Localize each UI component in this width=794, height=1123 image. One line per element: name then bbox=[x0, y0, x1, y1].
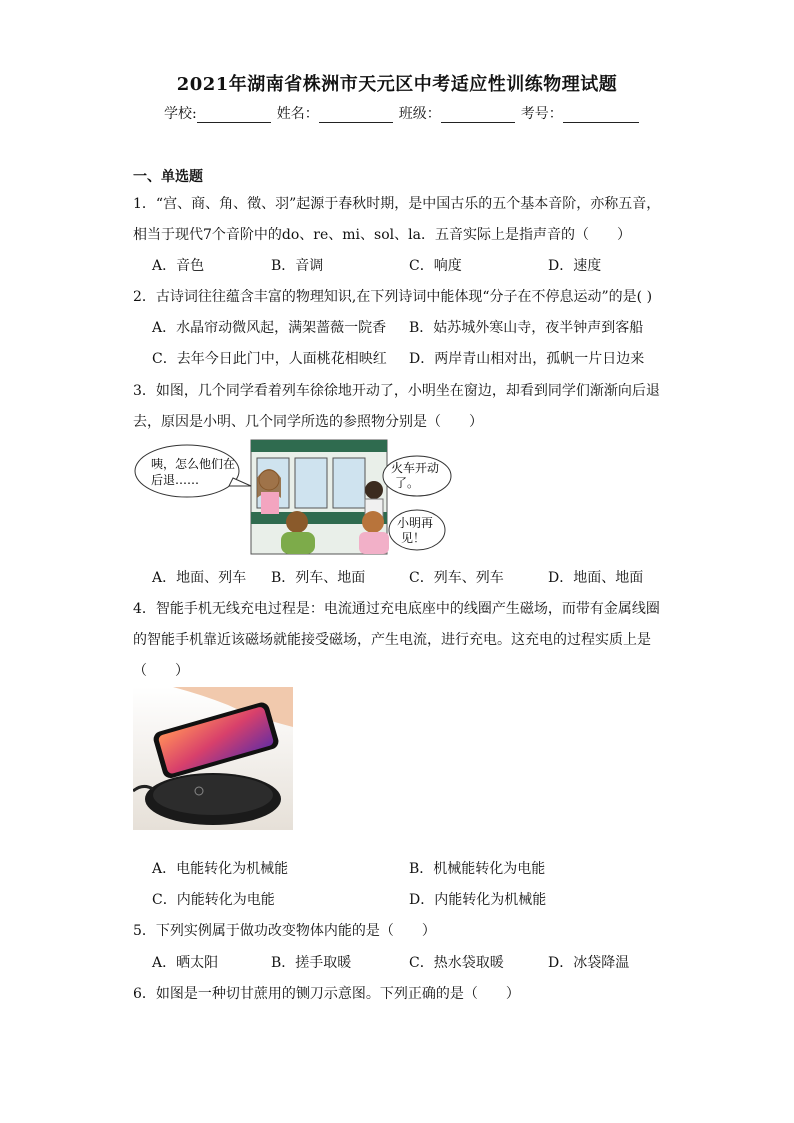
q2-option-b: B．姑苏城外寒山寺，夜半钟声到客船 bbox=[409, 320, 644, 336]
q5-option-b: B．搓手取暖 bbox=[271, 955, 352, 971]
bubble-right-bottom-text-2: 见！ bbox=[401, 531, 426, 545]
q5-option-c: C．热水袋取暖 bbox=[409, 955, 504, 971]
school-blank bbox=[197, 108, 271, 123]
q2-option-d: D．两岸青山相对出，孤帆一片日边来 bbox=[409, 351, 645, 367]
school-label: 学校: bbox=[164, 106, 197, 122]
boy-body bbox=[281, 532, 315, 554]
q3-line2: 去，原因是小明、几个同学所选的参照物分别是（ ） bbox=[133, 414, 483, 430]
q2-option-a: A．水晶帘动微风起，满架蔷薇一院香 bbox=[152, 320, 387, 336]
page-title: 2021年湖南省株洲市天元区中考适应性训练物理试题 bbox=[176, 74, 618, 95]
train-illustration bbox=[133, 438, 453, 556]
q1-option-b: B．音调 bbox=[271, 258, 324, 274]
q4-option-b: B．机械能转化为电能 bbox=[409, 861, 546, 877]
bubble-left-text-2: 后退…… bbox=[151, 473, 200, 487]
q4-line3: （ ） bbox=[133, 663, 189, 679]
wireless-charging-photo bbox=[133, 687, 293, 830]
charging-pad-top bbox=[153, 775, 273, 815]
q3-option-a: A．地面、列车 bbox=[152, 570, 247, 586]
q4-option-a: A．电能转化为机械能 bbox=[152, 861, 289, 877]
q3-option-d: D．地面、地面 bbox=[548, 570, 644, 586]
person-head-1 bbox=[365, 481, 383, 499]
q6-line1: 6．如图是一种切甘蔗用的铡刀示意图。下列正确的是（ ） bbox=[133, 986, 520, 1002]
train-roof bbox=[251, 440, 387, 452]
q5-option-a: A．晒太阳 bbox=[152, 955, 219, 971]
name-blank bbox=[319, 108, 393, 123]
bubble-left-tail bbox=[229, 478, 251, 486]
class-blank bbox=[441, 108, 515, 123]
train-window-3 bbox=[333, 458, 365, 508]
q5-option-d: D．冰袋降温 bbox=[548, 955, 630, 971]
number-label: 考号： bbox=[520, 106, 563, 122]
q5-line1: 5．下列实例属于做功改变物体内能的是（ ） bbox=[133, 923, 436, 939]
girl-body bbox=[261, 492, 279, 514]
bubble-right-top-text-1: 火车开动 bbox=[391, 461, 440, 475]
bubble-right-top-text-2: 了。 bbox=[395, 476, 420, 490]
bubble-left bbox=[135, 445, 239, 497]
q3-line1: 3．如图，几个同学看着列车徐徐地开动了，小明坐在窗边，却看到同学们渐渐向后退 bbox=[133, 383, 660, 399]
number-blank bbox=[563, 108, 639, 123]
bubble-left-text-1: 咦，怎么他们在 bbox=[151, 457, 236, 471]
person-head-2 bbox=[362, 511, 384, 533]
name-label: 姓名： bbox=[276, 106, 319, 122]
student-info-row bbox=[164, 103, 645, 123]
q1-option-d: D．速度 bbox=[548, 258, 602, 274]
person-body-2 bbox=[359, 532, 389, 554]
q3-option-b: B．列车、地面 bbox=[271, 570, 366, 586]
q4-option-d: D．内能转化为机械能 bbox=[409, 892, 547, 908]
q2-line1: 2．古诗词往往蕴含丰富的物理知识,在下列诗词中能体现“分子在不停息运动”的是( ) bbox=[133, 289, 653, 305]
q3-option-c: C．列车、列车 bbox=[409, 570, 504, 586]
q4-option-c: C．内能转化为电能 bbox=[152, 892, 275, 908]
q1-line1: 1．“宫、商、角、徵、羽”起源于春秋时期，是中国古乐的五个基本音阶，亦称五音， bbox=[133, 196, 661, 212]
section-title: 一、单选题 bbox=[133, 169, 203, 185]
bubble-right-bottom-text-1: 小明再 bbox=[397, 516, 434, 530]
q1-option-a: A．音色 bbox=[152, 258, 205, 274]
q1-line2: 相当于现代7个音阶中的do、re、mi、sol、la．五音实际上是指声音的（ ） bbox=[133, 227, 631, 243]
q4-line2: 的智能手机靠近该磁场就能接受磁场，产生电流，进行充电。这充电的过程实质上是 bbox=[133, 632, 651, 648]
class-label: 班级： bbox=[398, 106, 441, 122]
q4-line1: 4．智能手机无线充电过程是：电流通过充电底座中的线圈产生磁场，而带有金属线圈 bbox=[133, 601, 660, 617]
boy-head bbox=[286, 511, 308, 533]
q1-option-c: C．响度 bbox=[409, 258, 462, 274]
train-window-2 bbox=[295, 458, 327, 508]
q2-option-c: C．去年今日此门中，人面桃花相映红 bbox=[152, 351, 387, 367]
